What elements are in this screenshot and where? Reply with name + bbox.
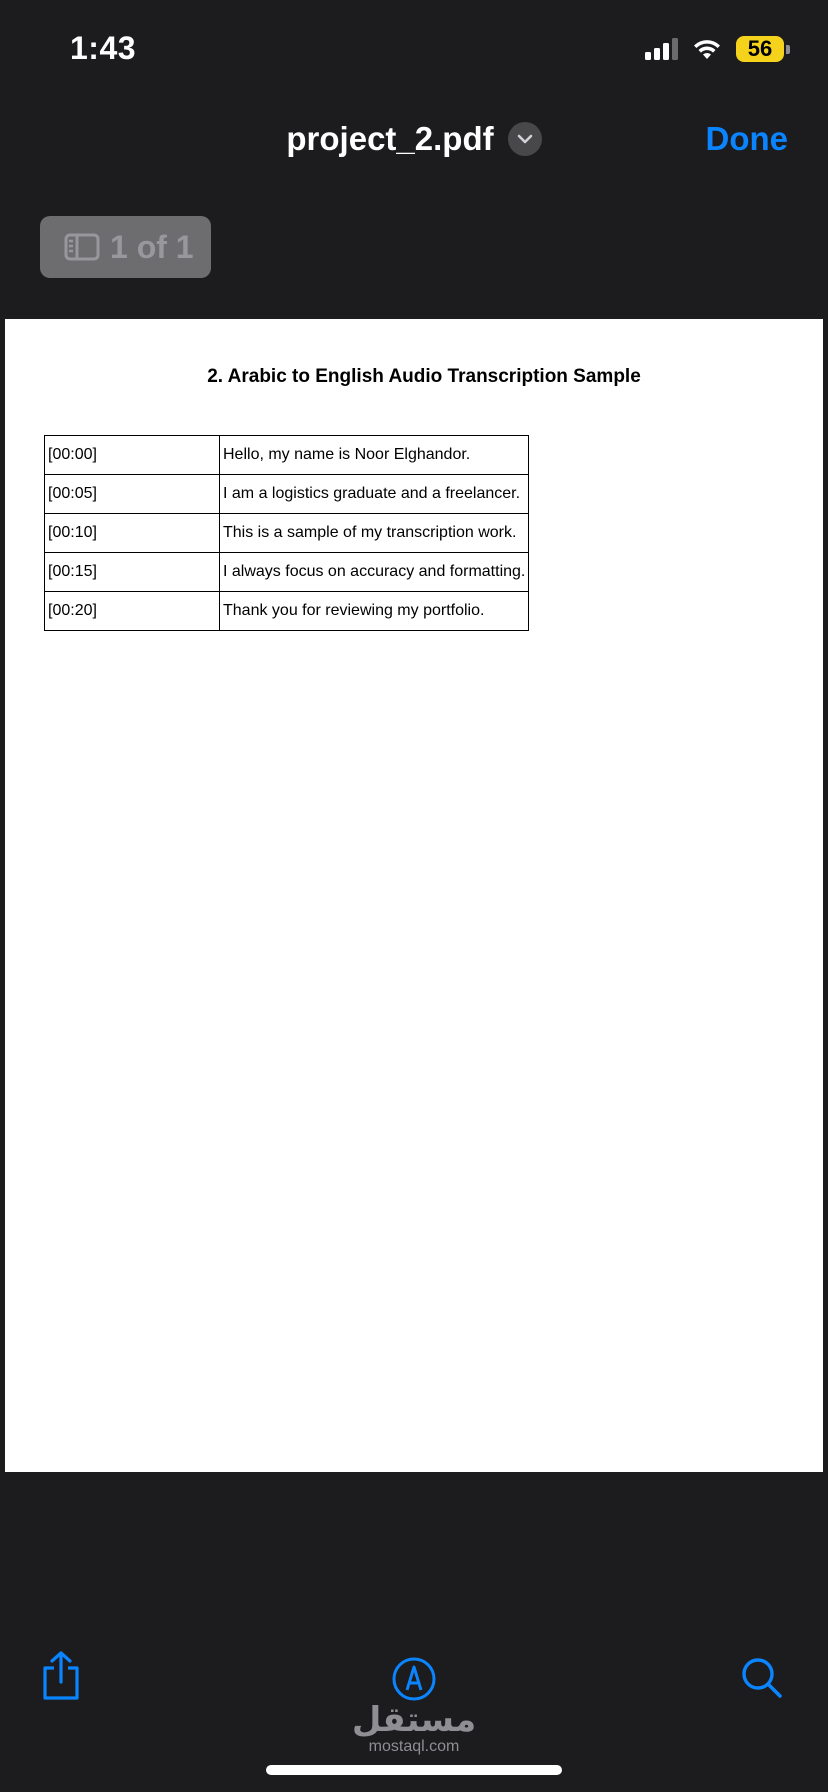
chevron-down-icon[interactable] <box>508 122 542 156</box>
document-title[interactable]: project_2.pdf <box>286 120 494 157</box>
done-button[interactable]: Done <box>705 120 788 157</box>
signal-icon <box>645 38 678 60</box>
transcript-cell: Hello, my name is Noor Elghandor. <box>220 436 529 475</box>
table-row <box>45 514 529 553</box>
timestamp-cell: [00:05] <box>45 475 220 514</box>
transcript-cell: Thank you for reviewing my portfolio. <box>220 592 529 631</box>
page-indicator-label: 1 of 1 <box>110 228 194 265</box>
transcript-cell: This is a sample of my transcription work. <box>220 514 529 553</box>
watermark-url: mostaql.com <box>368 1738 460 1755</box>
watermark-logo: مستقل <box>351 1700 477 1740</box>
timestamp-cell: [00:00] <box>45 436 220 475</box>
document-heading: 2. Arabic to English Audio Transcription Sample <box>207 366 641 387</box>
transcription-table <box>44 435 529 631</box>
battery-level: 56 <box>736 36 784 62</box>
transcript-cell: I always focus on accuracy and formatting. <box>220 553 529 592</box>
document-title-menu[interactable] <box>0 120 828 158</box>
status-indicators <box>645 34 790 64</box>
markup-icon[interactable] <box>391 1656 437 1702</box>
battery-icon <box>736 36 790 62</box>
pdf-page[interactable] <box>5 319 823 1472</box>
table-row <box>45 592 529 631</box>
table-row <box>45 553 529 592</box>
timestamp-cell: [00:20] <box>45 592 220 631</box>
share-icon[interactable] <box>40 1650 82 1702</box>
table-row <box>45 475 529 514</box>
timestamp-cell: [00:10] <box>45 514 220 553</box>
page-indicator[interactable] <box>40 216 211 278</box>
timestamp-cell: [00:15] <box>45 553 220 592</box>
home-indicator[interactable] <box>266 1765 562 1775</box>
transcript-cell: I am a logistics graduate and a freelancer. <box>220 475 529 514</box>
table-row <box>45 436 529 475</box>
sidebar-icon <box>64 233 100 261</box>
wifi-icon <box>692 37 722 61</box>
search-icon[interactable] <box>740 1656 784 1700</box>
status-time: 1:43 <box>70 30 137 66</box>
